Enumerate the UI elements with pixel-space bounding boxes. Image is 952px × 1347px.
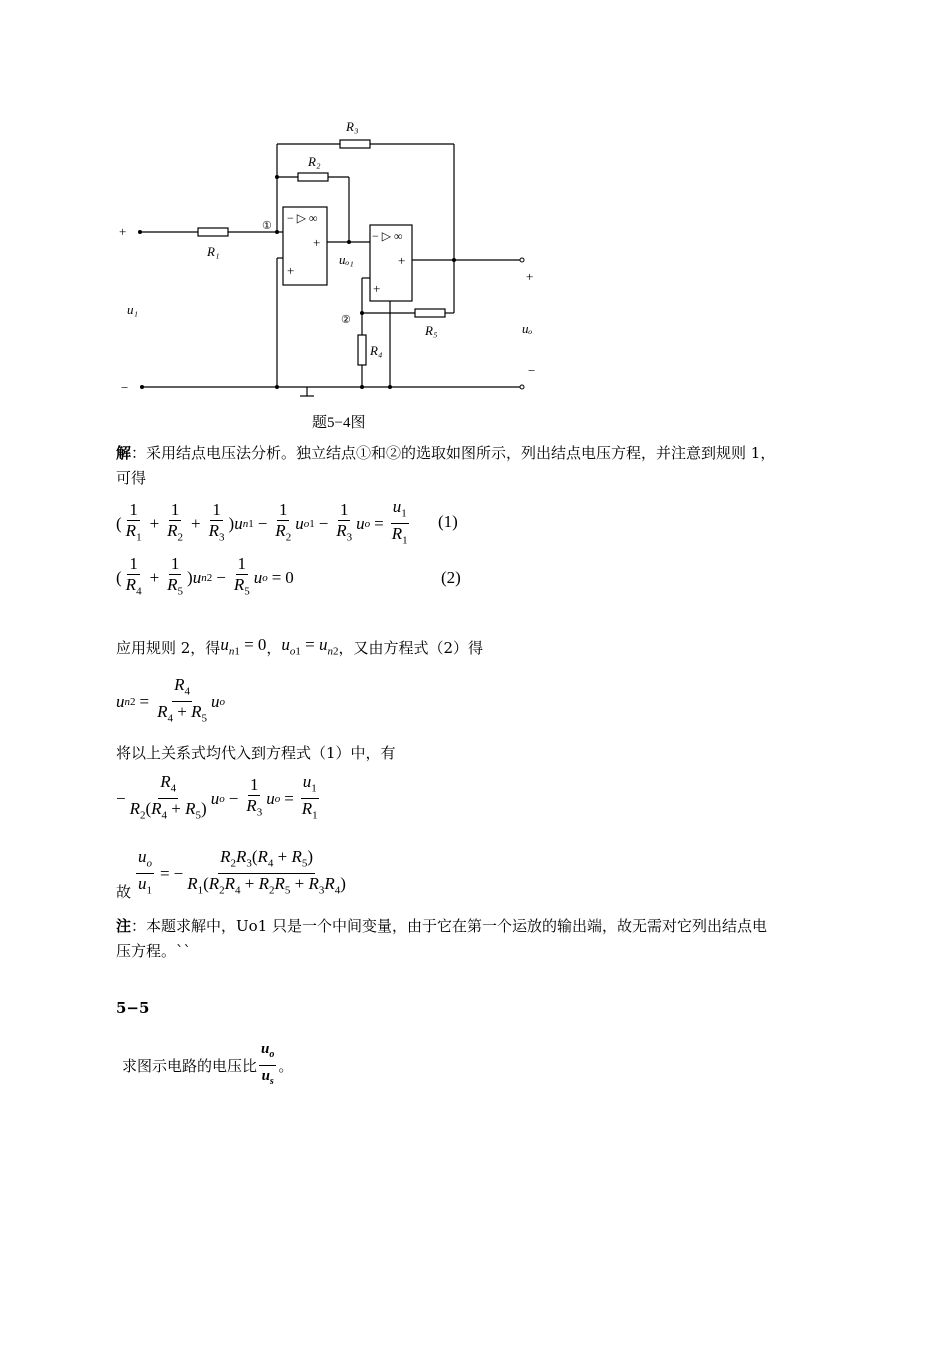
equation-1-tag: (1) <box>438 512 458 531</box>
rule2-eq-b: $u_{o1} = u_{n2}$ <box>281 635 339 658</box>
problem-prompt: 求图示电路的电压比 <box>122 1056 258 1075</box>
opamp2-plus-b: + <box>373 281 381 296</box>
rule2-eq-a: $u_{n1} = 0$ <box>220 635 267 658</box>
label-r1: R₁ <box>207 244 220 259</box>
equation-1: ( $\frac{1}{R_1}$ + $\frac{1}{R_2}$ + $\frac{1}{R_3}$ ) u n1 − $\frac{1}{R_2}$ u o1 − $\frac{1}{R_3}$ u o = $\frac{u_1}{R_1}$ <box>116 497 408 547</box>
equation-2: ( $\frac{1}{R_4}$ + $\frac{1}{R_5}$ ) u n2 − $\frac{1}{R_5}$ u o = 0 <box>116 554 294 598</box>
note-line-1 <box>116 914 767 938</box>
note-line-2: 压方程。`` <box>116 942 192 960</box>
figure-caption: 题5−4图 <box>312 415 366 431</box>
label-r3: R₃ <box>346 119 359 134</box>
solution-body-1: ：采用结点电压法分析。独立结点①和②的选取如图所示，列出结点电压方程，并注意到规则 1， <box>131 444 776 462</box>
label-r5: R₅ <box>425 323 438 338</box>
resistor-r1 <box>198 228 228 236</box>
opamp2-symbol: − ▷ ∞ <box>372 229 403 243</box>
equation-un2: u n2 = $\frac{R_4}{R_4 + R_5}$ u o <box>116 675 225 725</box>
opamp1-plus-b: + <box>287 263 295 278</box>
solution-line-2: 可得 <box>116 469 147 487</box>
voltage-ratio: $\frac{u_o}{u_s}$ <box>261 1041 275 1087</box>
resistor-r5 <box>415 309 445 317</box>
rule2-suffix: ，又由方程式（2）得 <box>338 639 484 658</box>
equation-2-tag: (2) <box>441 568 461 587</box>
label-out-plus: + <box>526 269 534 284</box>
solution-label: 解 <box>116 444 132 462</box>
rule2-prefix: 应用规则 2，得 <box>116 639 221 658</box>
label-in-plus: + <box>119 224 127 239</box>
opamp1-plus-a: + <box>313 235 321 250</box>
label-in-minus: − <box>121 380 129 395</box>
rule2-line: 应用规则 2，得 $u_{n1} = 0$ ， $u_{o1} = u_{n2}$ ，又由方程式（2）得 <box>116 633 483 663</box>
opamp1-symbol: − ▷ ∞ <box>287 211 318 225</box>
resistor-r4 <box>358 335 366 365</box>
note-body-1: ：本题求解中，Uo1 只是一个中间变量，由于它在第一个运放的输出端，故无需对它列出结点电 <box>131 917 768 935</box>
problem-number: 5−5 <box>116 999 150 1017</box>
therefore-label: 故 <box>116 883 132 901</box>
note-label: 注 <box>116 917 132 935</box>
resistor-r2 <box>298 173 328 181</box>
label-uo: uₒ <box>522 321 533 336</box>
label-u1: u₁ <box>127 302 139 317</box>
problem-end: 。 <box>278 1056 294 1075</box>
substitute-line: 将以上关系式均代入到方程式（1）中，有 <box>116 744 396 762</box>
label-r4: R₄ <box>370 343 383 358</box>
circuit-diagram <box>0 0 952 440</box>
equation-result: $\frac{u_o}{u_1}$ = − $\frac{R_2R_3(R_4 + R_5)}{R_1(R_2R_4 + R_2R_5 + R_3R_4)}$ <box>138 847 346 897</box>
resistor-r3 <box>340 140 370 148</box>
solution-line-1 <box>116 441 775 465</box>
label-uo1: uₒ₁ <box>339 252 354 267</box>
label-node2: ② <box>341 314 351 326</box>
label-out-minus: − <box>528 363 536 378</box>
equation-substituted: − $\frac{R_4}{R_2(R_4 + R_5)}$ u o − $\frac{1}{R_3}$ u o = $\frac{u_1}{R_1}$ <box>116 772 318 822</box>
opamp2-plus-a: + <box>398 253 406 268</box>
label-node1: ① <box>262 220 272 232</box>
label-r2: R₂ <box>308 154 321 169</box>
problem-line <box>122 1040 293 1091</box>
